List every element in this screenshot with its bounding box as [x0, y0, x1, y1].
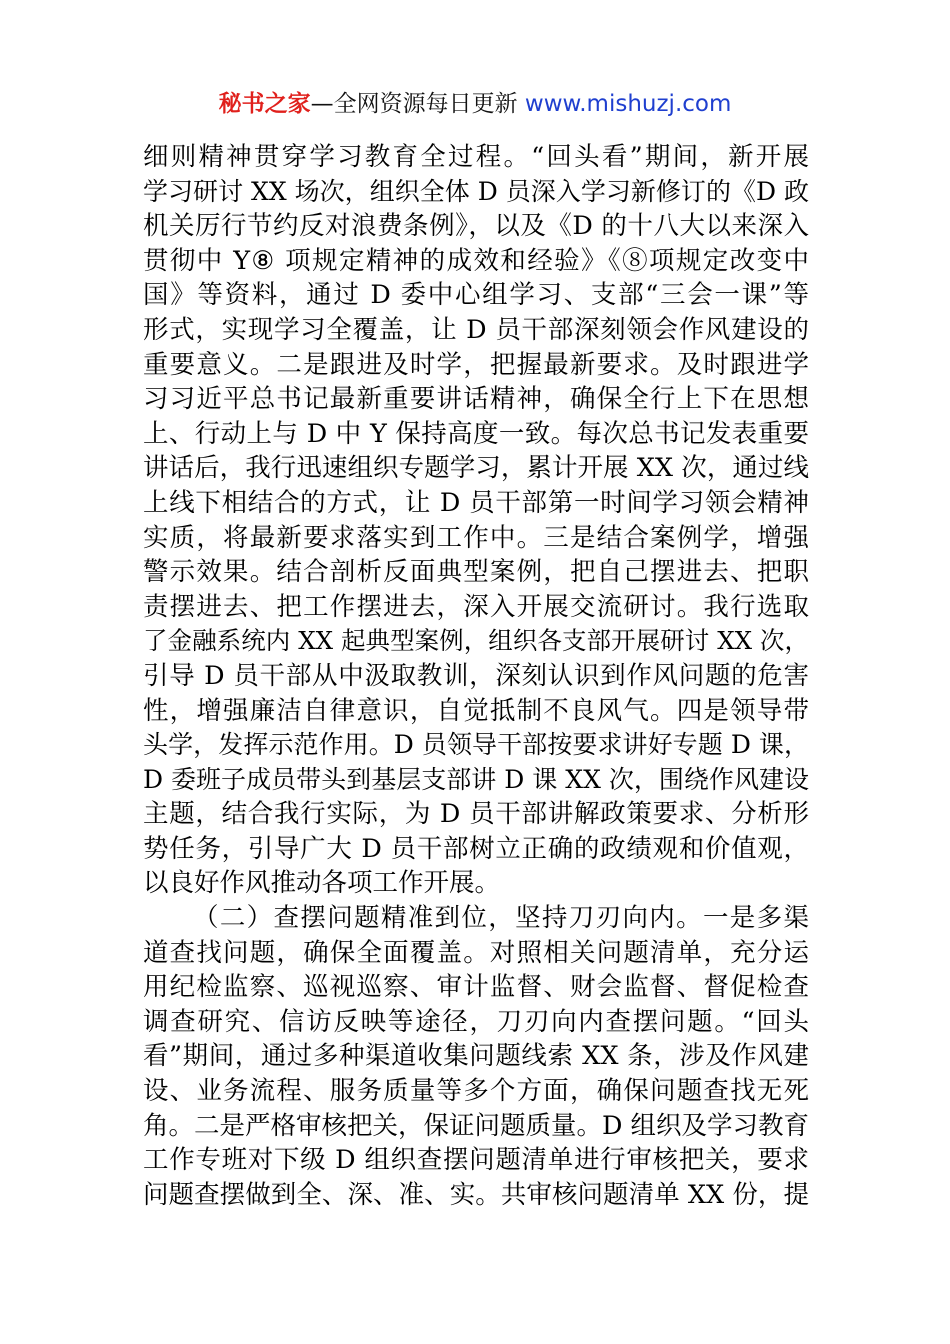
site-url-link[interactable]: www.mishuzj.com	[524, 91, 732, 117]
text-line: 形式，实现学习全覆盖，让 D 员干部深刻领会作风建设的	[143, 314, 809, 345]
text-line: 上线下相结合的方式，让 D 员干部第一时间学习领会精神	[143, 487, 809, 518]
text-line: 贯彻中 Y⑧ 项规定精神的成效和经验》《⑧项规定改变中	[143, 245, 809, 276]
text-line: 看”期间，通过多种渠道收集问题线索 XX 条，涉及作风建	[143, 1041, 809, 1072]
paragraph-last-line: 以良好作风推动各项工作开展。	[143, 868, 501, 899]
text-line: 角。二是严格审核把关，保证问题质量。D 组织及学习教育	[143, 1110, 810, 1141]
text-line: 上、行动上与 D 中 Y 保持高度一致。每次总书记发表重要	[143, 418, 809, 449]
text-line: 问题查摆做到全、深、准、实。共审核问题清单 XX 份，提	[143, 1179, 809, 1210]
text-line: 工作专班对下级 D 组织查摆问题清单进行审核把关，要求	[143, 1145, 809, 1176]
site-tagline: —全网资源每日更新	[310, 91, 518, 117]
paragraph-first-line: （二）查摆问题精准到位，坚持刀刃向内。一是多渠	[193, 903, 809, 934]
text-line: 学习研讨 XX 场次，组织全体 D 员深入学习新修订的《D 政	[143, 176, 809, 206]
site-brand: 秘书之家	[218, 91, 311, 117]
site-header	[0, 86, 950, 122]
text-line: 警示效果。结合剖析反面典型案例，把自己摆进去、把职	[143, 557, 809, 588]
text-line: 细则精神贯穿学习教育全过程。“回头看”期间，新开展	[143, 142, 809, 172]
text-line: 调查研究、信访反映等途径，刀刃向内查摆问题。“回头	[143, 1006, 809, 1037]
text-line: 国》等资料，通过 D 委中心组学习、支部“三会一课”等	[143, 280, 809, 311]
text-line: 头学，发挥示范作用。D 员领导干部按要求讲好专题 D 课，	[143, 730, 809, 760]
document-body	[143, 140, 809, 1212]
text-line: 用纪检监察、巡视巡察、审计监督、财会监督、督促检查	[143, 972, 809, 1003]
text-line: 机关厉行节约反对浪费条例》，以及《D 的十八大以来深入	[143, 211, 809, 242]
text-line: 主题，结合我行实际，为 D 员干部讲解政策要求、分析形	[143, 799, 809, 830]
text-line: 实质，将最新要求落实到工作中。三是结合案例学，增强	[143, 522, 809, 553]
text-line: 重要意义。二是跟进及时学，把握最新要求。及时跟进学	[143, 349, 809, 380]
text-line: 性，增强廉洁自律意识，自觉抵制不良风气。四是领导带	[143, 695, 809, 726]
text-line: 讲话后，我行迅速组织专题学习，累计开展 XX 次，通过线	[143, 453, 809, 484]
text-line: 习习近平总书记最新重要讲话精神，确保全行上下在思想	[143, 384, 809, 415]
text-line: D 委班子成员带头到基层支部讲 D 课 XX 次，围绕作风建设	[143, 764, 809, 794]
text-line: 了金融系统内 XX 起典型案例，组织各支部开展研讨 XX 次，	[143, 626, 809, 656]
text-line: 责摆进去、把工作摆进去，深入开展交流研讨。我行选取	[143, 591, 809, 622]
text-line: 引导 D 员干部从中汲取教训，深刻认识到作风问题的危害	[143, 660, 809, 691]
text-line: 道查找问题，确保全面覆盖。对照相关问题清单，充分运	[143, 937, 809, 968]
text-line: 设、业务流程、服务质量等多个方面，确保问题查找无死	[143, 1076, 809, 1107]
text-line: 势任务，引导广大 D 员干部树立正确的政绩观和价值观，	[143, 833, 809, 864]
